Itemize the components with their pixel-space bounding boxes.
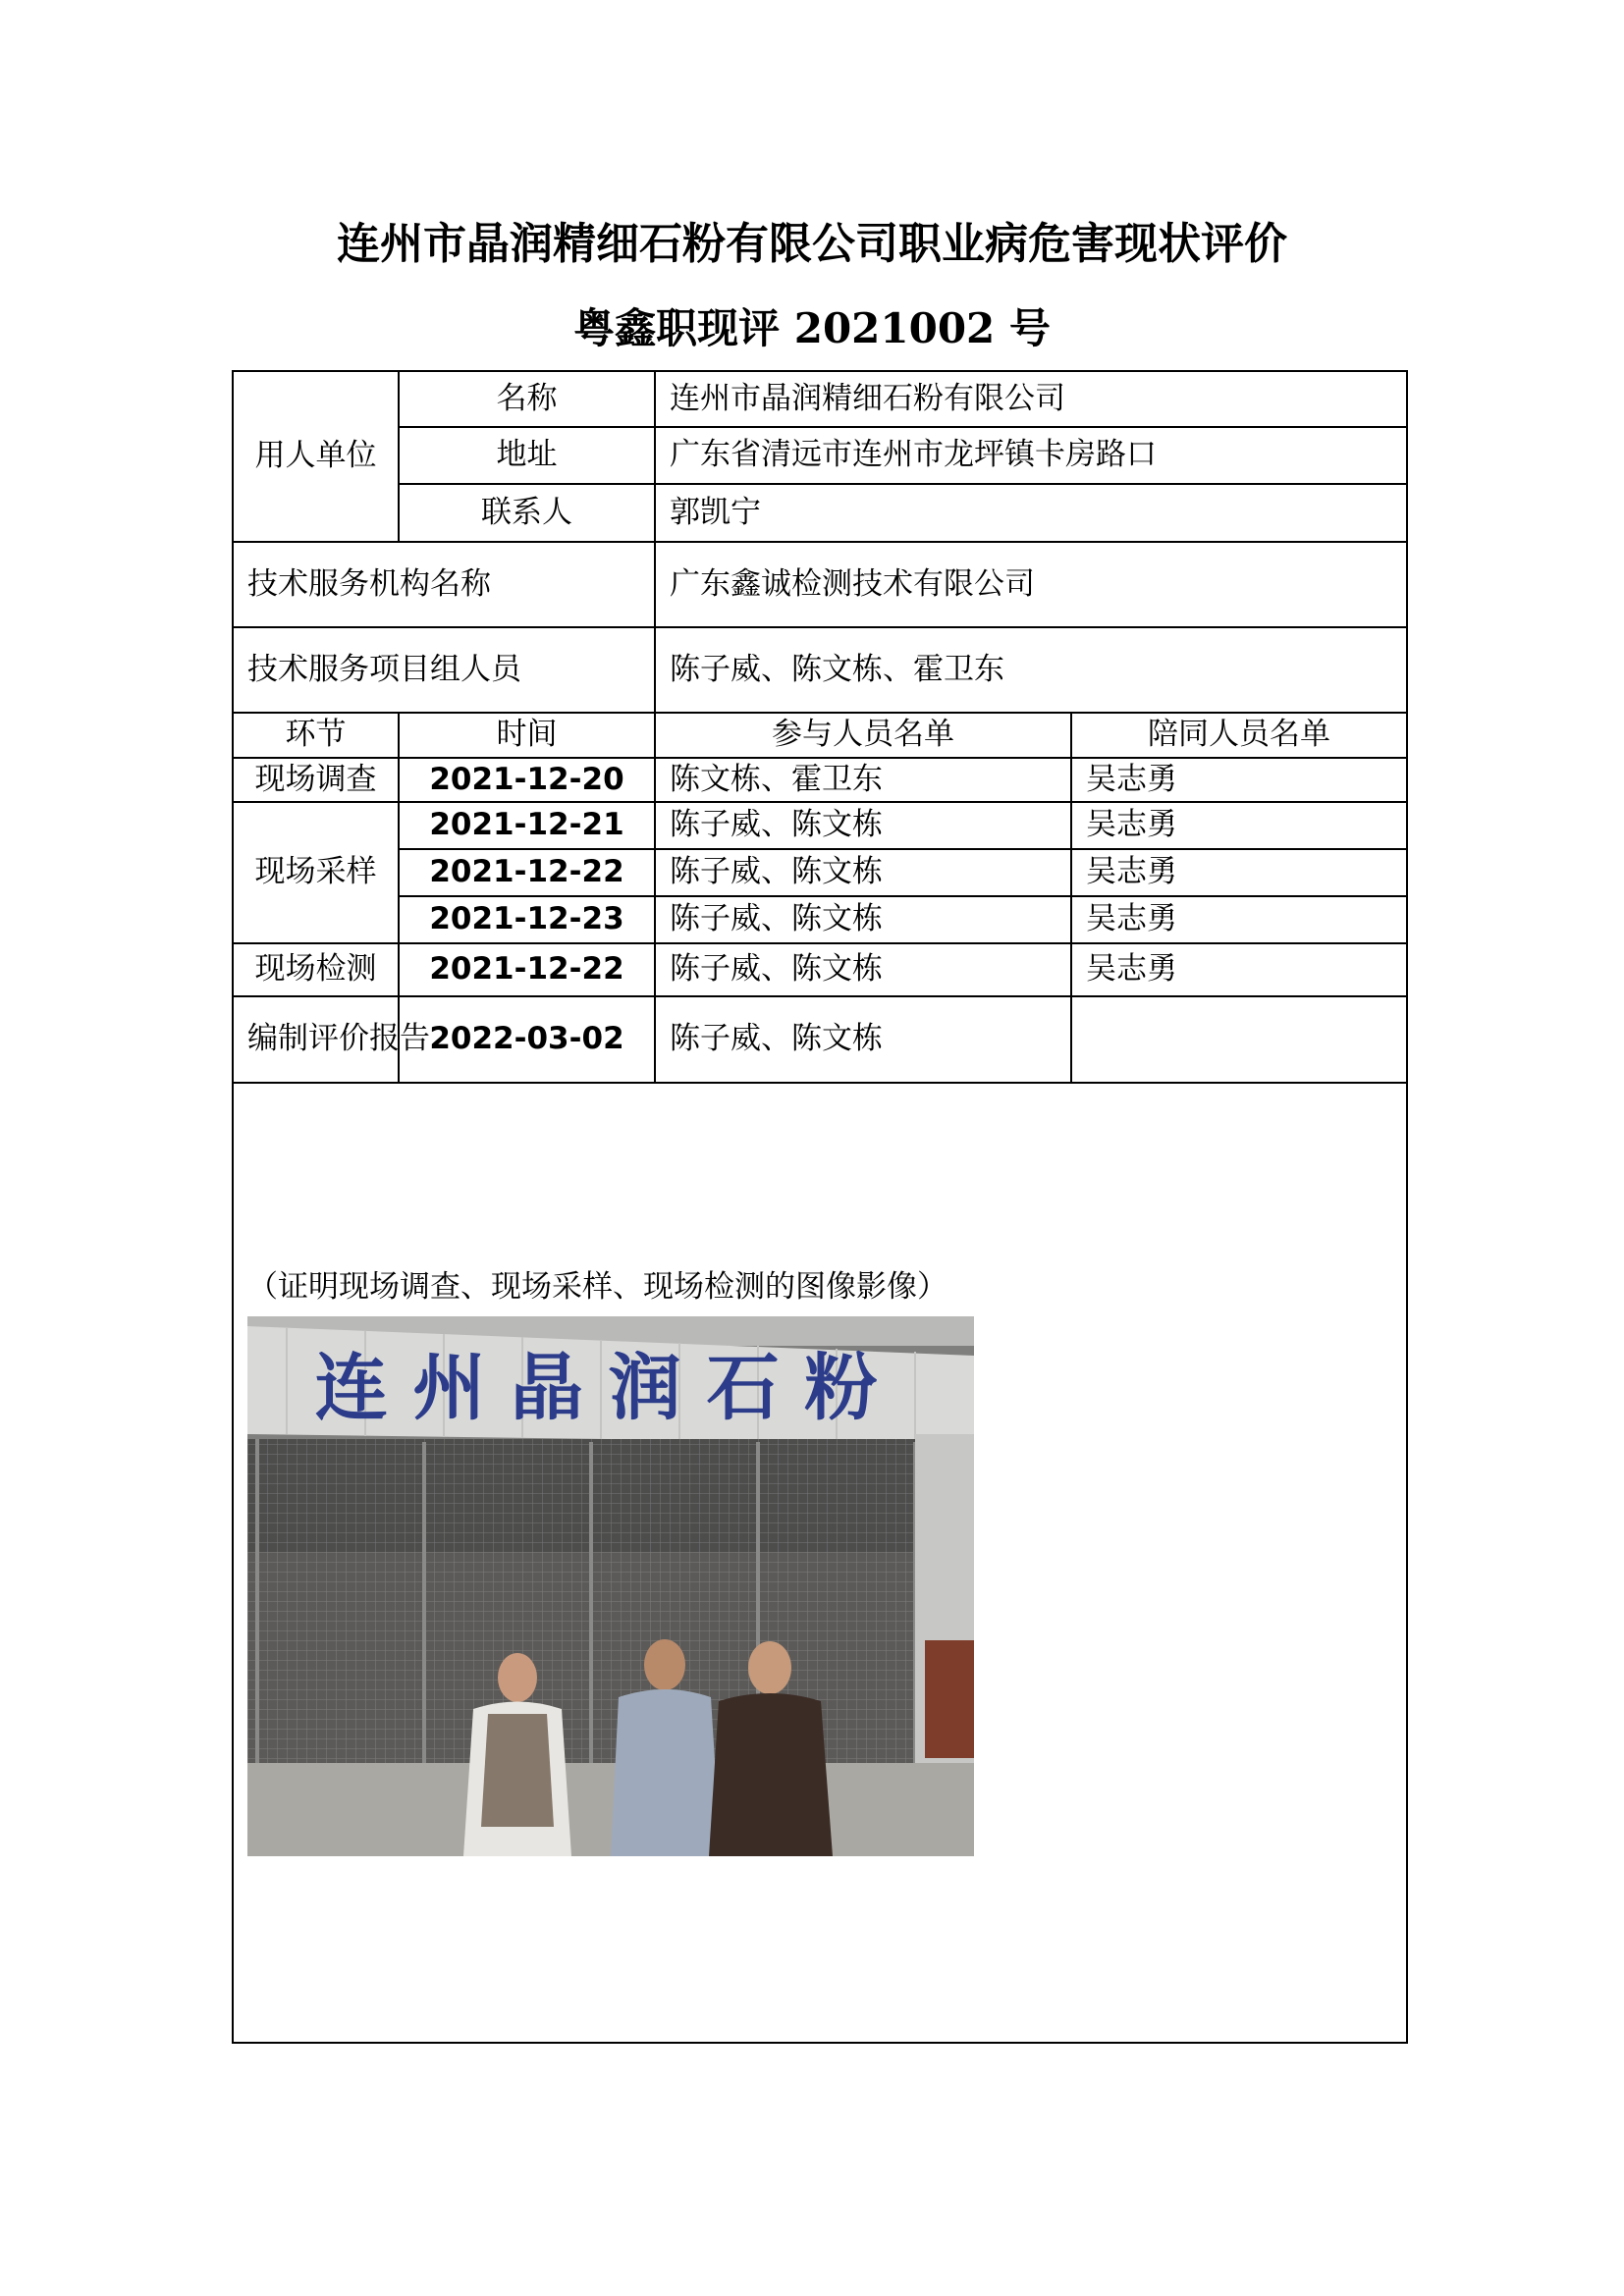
service-org-value: 广东鑫诚检测技术有限公司 — [655, 542, 1407, 627]
employer-name-label: 名称 — [399, 371, 655, 427]
project-team-value: 陈子威、陈文栋、霍卫东 — [655, 627, 1407, 713]
schedule-date: 2022-03-02 — [399, 996, 655, 1083]
schedule-header-stage: 环节 — [233, 713, 399, 758]
site-photo-illustration — [247, 1316, 974, 1856]
employer-contact-value: 郭凯宁 — [655, 484, 1407, 542]
project-team-label: 技术服务项目组人员 — [233, 627, 655, 713]
schedule-header-date: 时间 — [399, 713, 655, 758]
schedule-companions: 吴志勇 — [1071, 849, 1407, 896]
schedule-date: 2021-12-23 — [399, 896, 655, 943]
service-org-label: 技术服务机构名称 — [233, 542, 655, 627]
schedule-date: 2021-12-21 — [399, 802, 655, 849]
evidence-caption: （证明现场调查、现场采样、现场检测的图像影像） — [247, 1269, 947, 1306]
schedule-companions: 吴志勇 — [1071, 758, 1407, 802]
site-photo — [247, 1316, 974, 1856]
schedule-participants: 陈子威、陈文栋 — [655, 802, 1071, 849]
employer-section-label: 用人单位 — [233, 371, 399, 542]
schedule-header-companions: 陪同人员名单 — [1071, 713, 1407, 758]
schedule-date: 2021-12-22 — [399, 849, 655, 896]
info-table — [232, 370, 1408, 2044]
schedule-participants: 陈子威、陈文栋 — [655, 849, 1071, 896]
schedule-participants: 陈子威、陈文栋 — [655, 943, 1071, 996]
employer-address-value: 广东省清远市连州市龙坪镇卡房路口 — [655, 427, 1407, 484]
schedule-stage: 编制评价报告 — [233, 996, 399, 1083]
schedule-stage: 现场检测 — [233, 943, 399, 996]
schedule-header-participants: 参与人员名单 — [655, 713, 1071, 758]
schedule-companions — [1071, 996, 1407, 1083]
schedule-companions: 吴志勇 — [1071, 943, 1407, 996]
employer-contact-label: 联系人 — [399, 484, 655, 542]
schedule-stage: 现场调查 — [233, 758, 399, 802]
schedule-companions: 吴志勇 — [1071, 896, 1407, 943]
schedule-stage: 现场采样 — [233, 802, 399, 943]
document-number: 粤鑫职现评 2021002 号 — [573, 304, 1051, 352]
photo-sign-text: 连 州 晶 润 石 粉 — [314, 1345, 878, 1430]
employer-name-value: 连州市晶润精细石粉有限公司 — [655, 371, 1407, 427]
employer-address-label: 地址 — [399, 427, 655, 484]
schedule-participants: 陈子威、陈文栋 — [655, 996, 1071, 1083]
evidence-cell — [233, 1083, 1407, 2043]
schedule-date: 2021-12-22 — [399, 943, 655, 996]
schedule-participants: 陈文栋、霍卫东 — [655, 758, 1071, 802]
document-title: 连州市晶润精细石粉有限公司职业病危害现状评价 — [337, 219, 1287, 269]
schedule-participants: 陈子威、陈文栋 — [655, 896, 1071, 943]
schedule-companions: 吴志勇 — [1071, 802, 1407, 849]
schedule-date: 2021-12-20 — [399, 758, 655, 802]
